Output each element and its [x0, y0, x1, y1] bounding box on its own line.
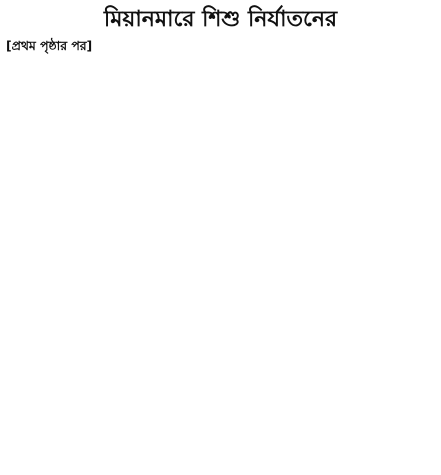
article-line	[6, 459, 435, 475]
article-line	[6, 319, 435, 335]
article-line	[6, 443, 435, 459]
article-line	[6, 350, 435, 366]
article-line	[6, 178, 435, 194]
continuation-marker: [প্রথম পৃষ্ঠার পর]	[6, 38, 93, 53]
article-line	[6, 241, 435, 257]
article-line	[6, 428, 435, 444]
article-line	[6, 163, 435, 179]
article-line	[6, 116, 435, 132]
article-body	[6, 38, 435, 475]
article-line	[6, 272, 435, 288]
article-line	[6, 397, 435, 413]
article-line	[6, 334, 435, 350]
article-line	[6, 69, 435, 85]
article-line	[6, 85, 435, 101]
article-line	[6, 210, 435, 226]
article-line	[6, 147, 435, 163]
article-headline: মিয়ানমারে শিশু নির্যাতনের	[103, 7, 338, 32]
article-line	[6, 225, 435, 241]
article-line	[6, 365, 435, 381]
article-line	[6, 288, 435, 304]
article-line	[6, 412, 435, 428]
article-lines	[6, 54, 435, 475]
article-line	[6, 256, 435, 272]
article-line	[6, 100, 435, 116]
article-line	[6, 194, 435, 210]
article-line	[6, 381, 435, 397]
article-line	[6, 132, 435, 148]
article-line	[6, 303, 435, 319]
article-line	[6, 54, 435, 70]
